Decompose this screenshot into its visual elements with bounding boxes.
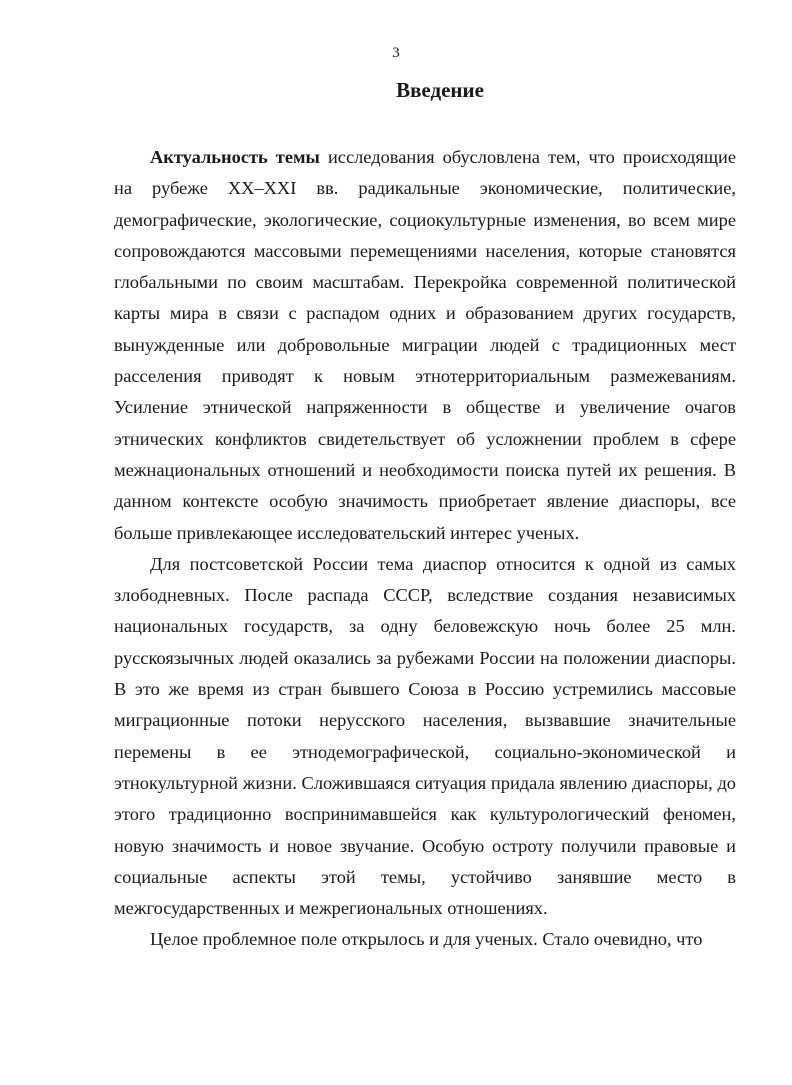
- page-title: Введение: [396, 78, 484, 102]
- page-number: 3: [392, 45, 400, 61]
- paragraph-text: Для постсоветской России тема диаспор относится к одной из самых злободневных. После распада СССР, вследствие создания независимых национальных государств, за одну беловежскую ночь более 25 млн. русскоязычных людей оказались за рубежами России на положении диаспоры. В это же время из стран бывшего Союза в Россию устремились массовые миграционные потоки нерусского населения, вызвавшие значительные перемены в ее этнодемографической, социально-экономической и этнокультурной жизни. Сложившаяся ситуация придала явлению диаспоры, до этого традиционно воспринимавшейся как культурологический феномен, новую значимость и новое звучание. Особую остроту получили правовые и социальные аспекты этой темы, устойчиво занявшие место в межгосударственных и межрегиональных отношениях.: [114, 553, 736, 919]
- paragraph-problem-field: [114, 924, 736, 955]
- paragraph-relevance: [114, 142, 736, 549]
- paragraph-post-soviet: [114, 549, 736, 925]
- relevance-lead: Актуальность темы: [150, 147, 320, 167]
- paragraph-text: Целое проблемное поле открылось и для ученых. Стало очевидно, что: [150, 929, 703, 950]
- paragraph-text: исследования обусловлена тем, что происходящие на рубеже XX–XXI вв. радикальные экономические, политические, демографические, экологические, социокультурные изменения, во всем мире сопровождаются массовыми перемещениями населения, которые становятся глобальными по своим масштабам. Перекройка современной политической карты мира в связи с распадом одних и образованием других государств, вынужденные или добровольные миграции людей с традиционных мест расселения приводят к новым этнотерриториальным размежеваниям. Усиление этнической напряженности в обществе и увеличение очагов этнических конфликтов свидетельствует об усложнении проблем в сфере межнациональных отношений и необходимости поиска путей их решения. В данном контексте особую значимость приобретает явление диаспоры, все больше привлекающее исследовательский интерес ученых.: [114, 147, 736, 543]
- body-text: [114, 142, 736, 956]
